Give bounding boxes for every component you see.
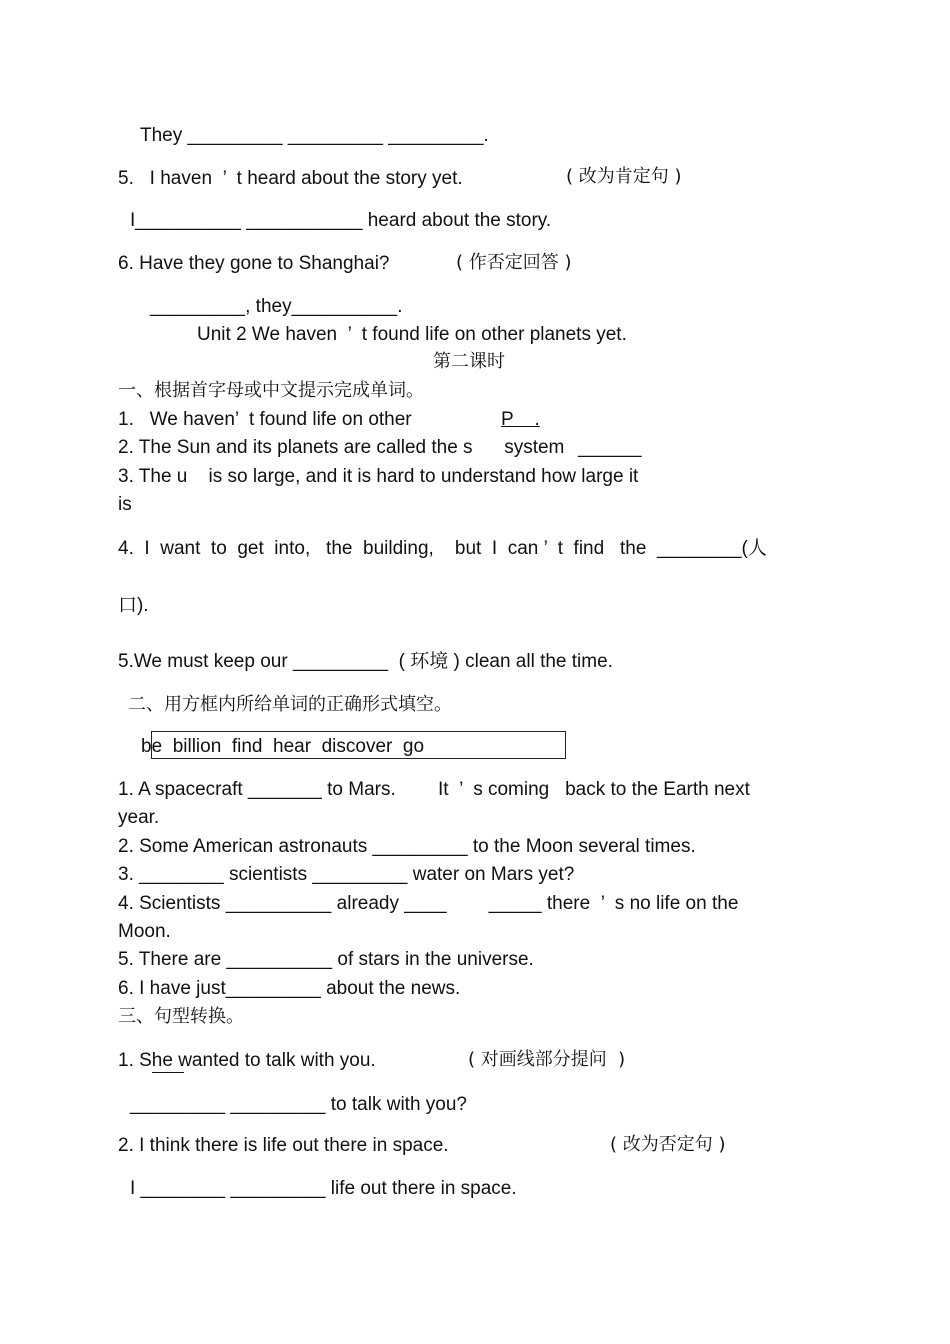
s2-item-6: 6. I have just_________ about the news. [118,978,461,999]
s1-item-2: 2. The Sun and its planets are called the s system [118,437,565,458]
section3-heading: 三、句型转换。 [118,1006,244,1027]
s2-item-1: 1. A spacecraft _______ to Mars. It ’ s coming back to the Earth next [118,779,750,800]
q4-answer-line: They _________ _________ _________. [140,125,489,146]
q6-sentence: 6. Have they gone to Shanghai? [118,253,390,274]
s1-item-1: 1. We haven’ t found life on other [118,409,412,430]
s2-item-2: 2. Some American astronauts _________ to the Moon several times. [118,836,696,857]
s2-item-5: 5. There are __________ of stars in the universe. [118,949,534,970]
section1-heading: 一、根据首字母或中文提示完成单词。 [118,380,424,401]
word-box-words: be billion find hear discover go [141,736,425,757]
q5-answer-line: I__________ ___________ heard about the story. [130,210,552,231]
s1-item-3: 3. The u is so large, and it is hard to understand how large it [118,466,639,487]
q5-sentence: 5. I haven ’ t heard about the story yet. [118,168,463,189]
unit-title: Unit 2 We haven ’ t found life on other planets yet. [197,324,627,345]
q5-instruction: ( 改为肯定句 ) [566,166,682,187]
s1-item-4: 4. I want to get into, the building, but I can ’ t find the ________(人 [118,538,767,559]
s1-item-3-cont: is [118,494,132,515]
s1-item-4-cont: 口). [118,595,149,616]
s3-q2-instruction: ( 改为否定句 ) [610,1134,726,1155]
section2-heading: 二、用方框内所给单词的正确形式填空。 [128,694,452,715]
s3-q1-answer: _________ _________ to talk with you? [130,1094,467,1115]
s3-q1: 1. She wanted to talk with you. [118,1050,376,1071]
s2-item-1-cont: year. [118,807,160,828]
s3-q1-instruction: ( 对画线部分提问 ) [468,1049,626,1070]
s3-q2-answer: I ________ _________ life out there in space. [130,1178,517,1199]
s2-item-4-cont: Moon. [118,921,171,942]
s2-item-4: 4. Scientists __________ already ____ _____ there ’ s no life on the [118,893,739,914]
s1-item-2-blank: ______ [578,437,642,458]
s2-item-3: 3. ________ scientists _________ water on Mars yet? [118,864,575,885]
s3-q1-underline [152,1072,184,1073]
lesson-title: 第二课时 [433,351,505,372]
s1-item-5: 5.We must keep our _________ ( 环境 ) clean all the time. [118,651,613,672]
q6-instruction: ( 作否定回答 ) [456,252,572,273]
s1-item-1-blank: P . [501,409,540,430]
s3-q2: 2. I think there is life out there in space. [118,1135,449,1156]
q6-answer-line: _________, they__________. [150,296,403,317]
